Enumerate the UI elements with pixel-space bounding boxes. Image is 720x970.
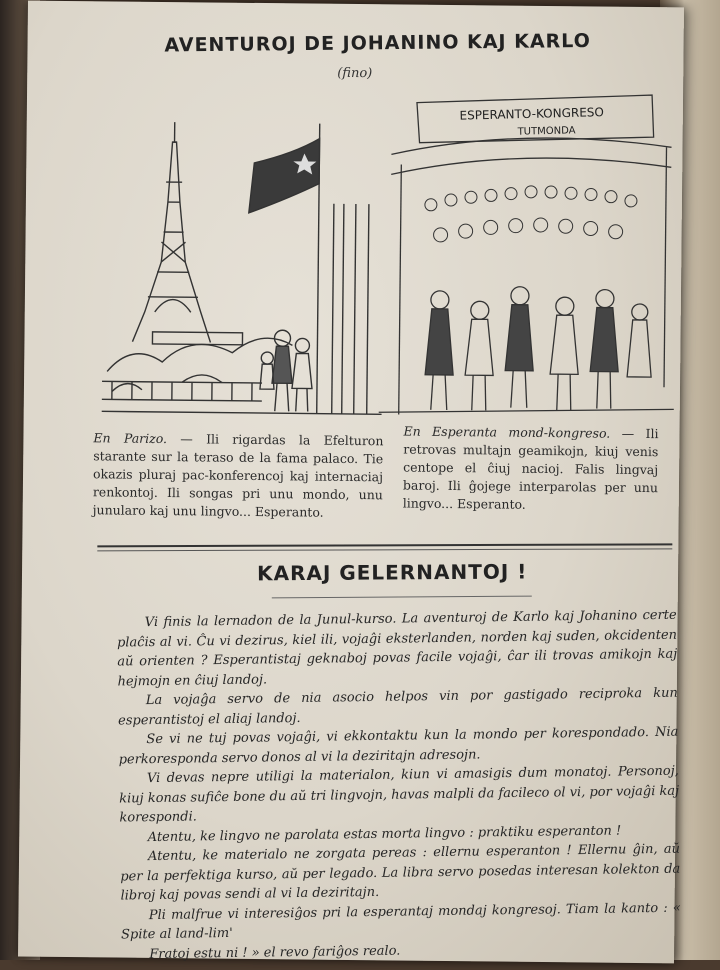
illustration-paris [92,81,386,424]
caption-right [403,423,659,516]
paragraph: Pli malfrue vi interesiĝos pri la esperantaj mondaj kongresoj. Tiam la kanto : « Spite al land-lim' [121,898,681,945]
page-subtitle: (fino) [337,66,372,81]
banner-line1: ESPERANTO-KONGRESO [459,105,604,123]
caption-left-lead: En Parizo. [93,430,167,446]
section-heading: KARAJ GELERNANTOJ ! [257,559,527,585]
paragraph: Se vi ne tuj povas vojaĝi, vi ekkontaktu kun la mondo per korespondado. Nia perkoresponda servo donos al vi la deziritajn adresojn. [118,723,678,770]
page-title: AVENTUROJ DE JOHANINO KAJ KARLO [147,30,607,57]
paragraph: Atentu, ke materialo ne zorgata pereas : ellernu esperanton ! Ellernu ĝin, aŭ per la perfektiga kurso, aŭ per legado. La libra servo posedas interesan kolekton da libroj kaj povas sendi al vi la deziritajn. [120,840,681,906]
paragraph: Vi devas nepre utiligi la materialon, kiun vi amasigis dum monatoj. Personoj, kiuj konas sufiĉe bone du aŭ tri lingvojn, havas malpli da facileco ol vi, por vojaĝi kaj korespondi. [119,762,680,828]
paragraph: Fratoj estu ni ! » el revo fariĝos realo. [121,937,681,964]
caption-left [93,429,384,522]
divider-thin [97,548,672,551]
section-body [117,606,682,965]
illustration-congress [369,84,683,427]
divider-thick [97,543,672,547]
magazine-page [18,1,684,964]
banner-line2: TUTMONDA [517,125,576,137]
paragraph: La vojaĝa servo de nia asocio helpos vin por gastigado reciproka kun esperantistoj el aliaj landoj. [118,684,678,731]
caption-left-text: — Ili rigardas la Efelturon starante sur la teraso de la fama palaco. Tie okazis pluraj pac-konferencoj kaj internaciaj renkontoj. Ili songas pri unu mondo, unu junularo kaj unu lingvo... Esperanto. [93,431,384,520]
heading-underline [272,596,532,599]
caption-right-lead: En Esperanta mond-kongreso. [403,424,610,441]
paragraph: Atentu, ke lingvo ne parolata estas morta lingvo : praktiku esperanton ! [120,820,680,847]
caption-right-text: — Ili retrovas multajn geamikojn, kiuj venis centope el ĉiuj nacioj. Falis lingvaj baroj. Ili ĝojege interparolas per unu lingvo... Esperanto. [403,426,659,512]
paragraph: Vi finis la lernadon de la Junul-kurso. La aventuroj de Karlo kaj Johanino certe plaĉis al vi. Ĉu vi dezirus, kiel ili, vojaĝi eksterlanden, norden kaj suden, okcidenten aŭ orienten ? Esperantistaj geknaboj povas facile vojaĝi, ĉar ili trovas amikojn kaj hejmojn en ĉiuj landoj. [117,606,678,692]
